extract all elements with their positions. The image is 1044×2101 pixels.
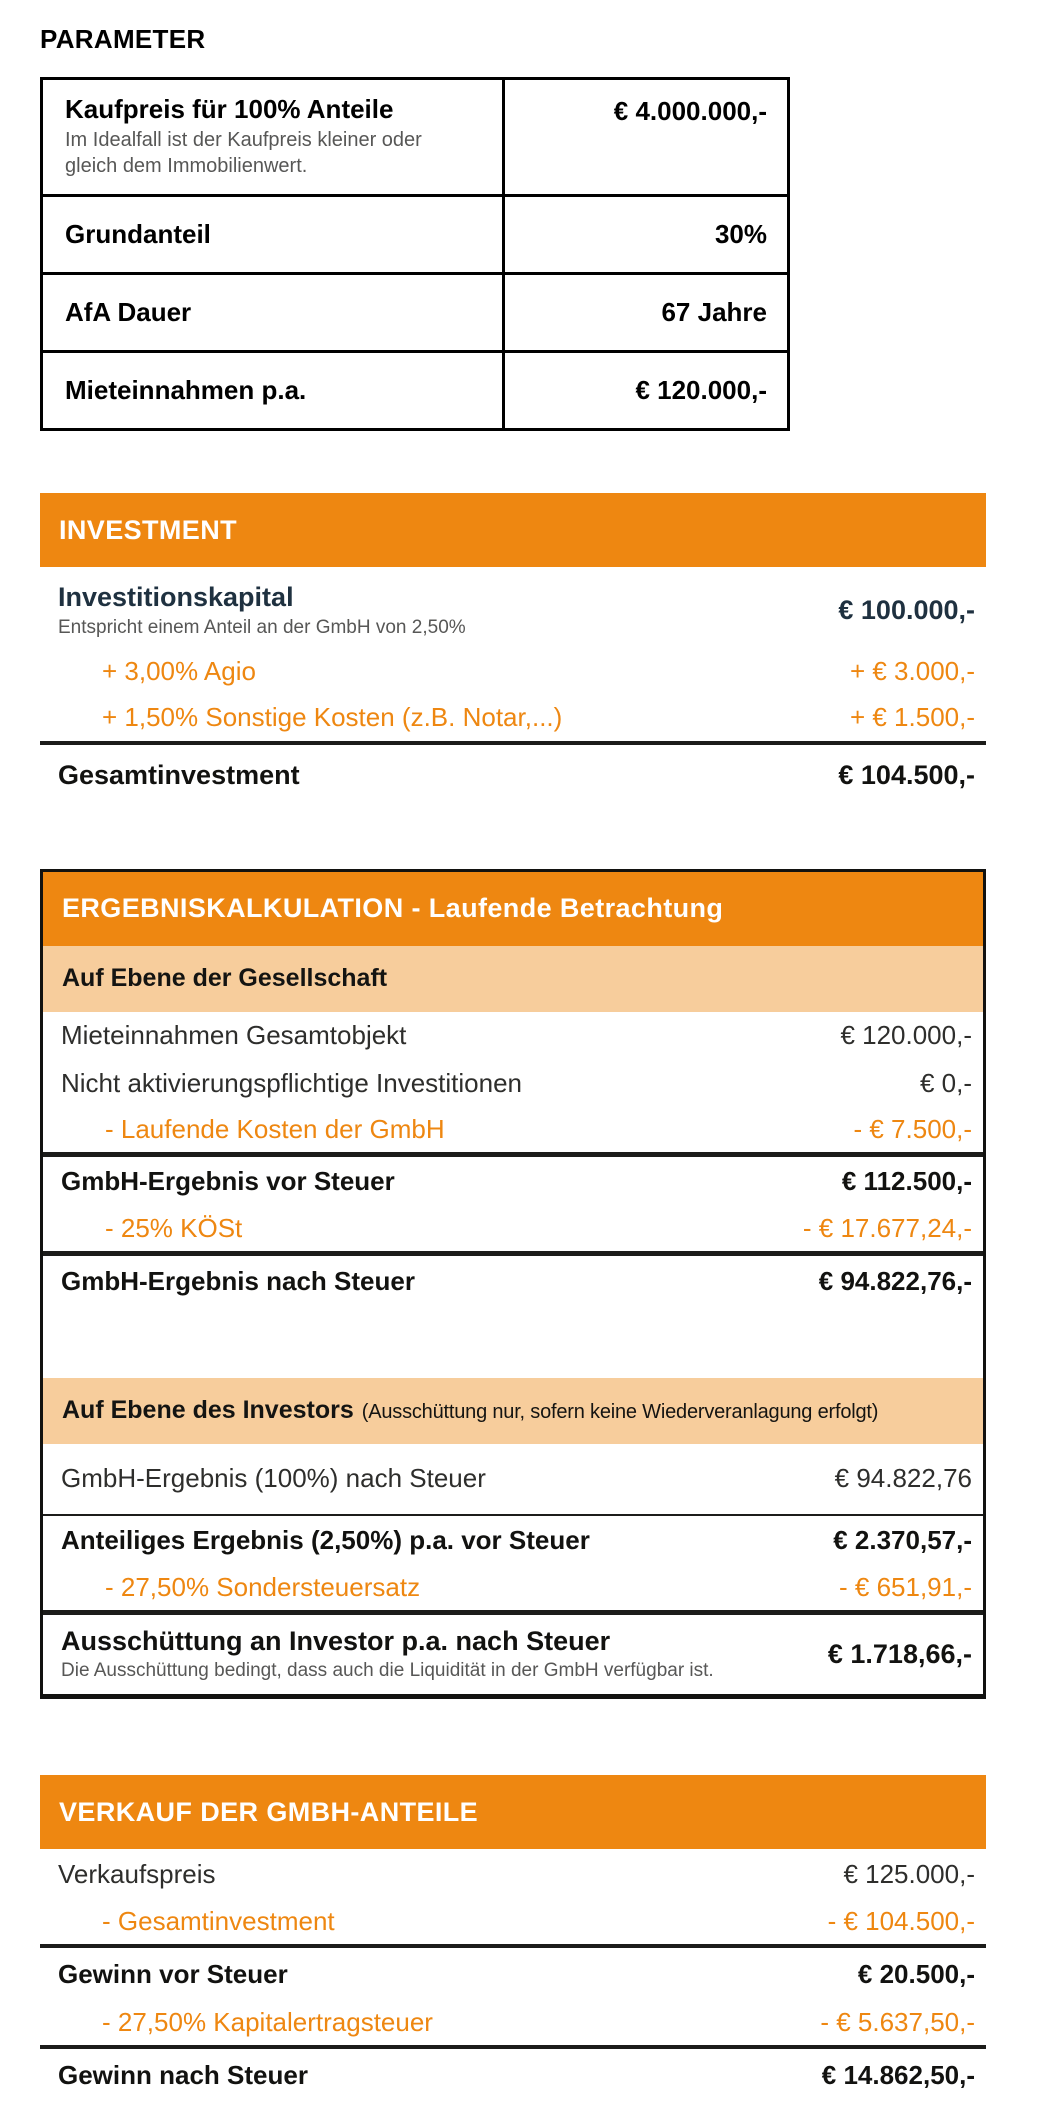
- section-title: ERGEBNISKALKULATION - Laufende Betrachtung: [62, 893, 724, 924]
- row-label: Gewinn nach Steuer: [58, 2059, 308, 2090]
- row-value: € 120.000,-: [840, 1020, 972, 1051]
- row-value: € 0,-: [919, 1068, 972, 1099]
- spacer: [43, 1308, 983, 1378]
- row-label: Investitionskapital: [58, 582, 294, 612]
- param-note: Im Idealfall ist der Kaufpreis kleiner oder gleich dem Immobilienwert.: [65, 129, 422, 178]
- row-value: € 125.000,-: [843, 1858, 975, 1889]
- profit-before-tax-row: [40, 1948, 986, 2000]
- row-label: Gewinn vor Steuer: [58, 1958, 288, 1989]
- total-investment-row: [40, 747, 986, 805]
- result-before-tax-row: [43, 1157, 983, 1207]
- row-value: € 94.822,76,-: [818, 1266, 972, 1297]
- table-row: [42, 196, 789, 274]
- ergebniskalkulation-section: [40, 869, 986, 1700]
- profit-after-tax-row: [40, 2049, 986, 2101]
- row-label: GmbH-Ergebnis nach Steuer: [61, 1266, 415, 1297]
- row-label: Gesamtinvestment: [58, 759, 300, 790]
- row-label: Anteiliges Ergebnis (2,50%) p.a. vor Steuer: [61, 1525, 590, 1556]
- row-value: € 104.500,-: [838, 759, 975, 790]
- subsection-note: (Ausschüttung nur, sofern keine Wiederveranlagung erfolgt): [361, 1401, 879, 1424]
- subsection-title: Auf Ebene des Investors: [62, 1396, 354, 1425]
- separator: [40, 741, 986, 745]
- sale-price-row: [40, 1849, 986, 1899]
- result-100-after-tax-row: [43, 1444, 983, 1514]
- row-label: + 3,00% Agio: [102, 656, 256, 687]
- param-value: 30%: [504, 196, 789, 274]
- subsection-title: Auf Ebene der Gesellschaft: [62, 964, 388, 993]
- row-label: - Laufende Kosten der GmbH: [105, 1114, 445, 1145]
- ergebnis-header-band: [43, 872, 983, 946]
- param-label: Mieteinnahmen p.a.: [65, 374, 307, 405]
- verkauf-header-band: [40, 1775, 986, 1849]
- investment-section: [40, 493, 986, 805]
- row-value: € 14.862,50,-: [821, 2059, 975, 2090]
- special-tax-row: [43, 1566, 983, 1610]
- row-note: Entspricht einem Anteil an der GmbH von 2,50%: [58, 616, 466, 638]
- param-label: Grundanteil: [65, 218, 211, 249]
- rent-income-row: [43, 1012, 983, 1060]
- corporate-tax-row: [43, 1207, 983, 1251]
- row-value: € 20.500,-: [857, 1958, 975, 1989]
- capital-gains-tax-row: [40, 2000, 986, 2045]
- running-costs-row: [43, 1108, 983, 1152]
- row-value: € 1.718,66,-: [827, 1638, 972, 1669]
- parameter-heading: PARAMETER: [40, 24, 206, 54]
- row-value: - € 7.500,-: [853, 1114, 972, 1145]
- row-label: Verkaufspreis: [58, 1858, 216, 1889]
- verkauf-section: [40, 1775, 986, 2101]
- row-value: € 2.370,57,-: [833, 1525, 972, 1556]
- pro-rata-result-row: [43, 1516, 983, 1566]
- row-label: - 27,50% Kapitalertragsteuer: [102, 2007, 433, 2038]
- row-value: € 100.000,-: [838, 595, 975, 625]
- row-note: Die Ausschüttung bedingt, dass auch die Liquidität in der GmbH verfügbar ist.: [61, 1660, 714, 1682]
- total-investment-deduction-row: [40, 1899, 986, 1944]
- investor-level-band: [43, 1378, 983, 1444]
- param-label: AfA Dauer: [65, 296, 192, 327]
- row-value: € 94.822,76: [834, 1463, 972, 1494]
- agio-row: [40, 649, 986, 695]
- table-row: [42, 274, 789, 352]
- distribution-row: [43, 1615, 983, 1695]
- row-label: + 1,50% Sonstige Kosten (z.B. Notar,...): [102, 702, 563, 733]
- row-label: Nicht aktivierungspflichtige Investitionen: [61, 1068, 523, 1099]
- investment-header-band: [40, 493, 986, 567]
- row-value: + € 1.500,-: [849, 702, 975, 733]
- row-label: - 25% KÖSt: [105, 1213, 243, 1244]
- row-label: GmbH-Ergebnis (100%) nach Steuer: [61, 1463, 486, 1494]
- row-value: - € 651,91,-: [839, 1572, 972, 1603]
- row-value: + € 3.000,-: [849, 656, 975, 687]
- row-value: € 112.500,-: [841, 1166, 972, 1197]
- row-label: Ausschüttung an Investor p.a. nach Steuer: [61, 1625, 611, 1656]
- company-level-band: [43, 946, 983, 1012]
- row-value: - € 104.500,-: [827, 1906, 975, 1937]
- section-title: INVESTMENT: [59, 514, 238, 545]
- row-label: - Gesamtinvestment: [102, 1906, 335, 1937]
- other-costs-row: [40, 695, 986, 741]
- parameter-table: [40, 77, 790, 431]
- result-after-tax-row: [43, 1256, 983, 1308]
- non-capitalized-investments-row: [43, 1060, 983, 1108]
- param-value: 67 Jahre: [504, 274, 789, 352]
- table-row: [42, 352, 789, 430]
- row-label: GmbH-Ergebnis vor Steuer: [61, 1166, 395, 1197]
- row-value: - € 17.677,24,-: [802, 1213, 972, 1244]
- row-label: - 27,50% Sondersteuersatz: [105, 1572, 421, 1603]
- investment-capital-row: [40, 567, 986, 649]
- row-value: - € 5.637,50,-: [820, 2007, 975, 2038]
- row-label: Mieteinnahmen Gesamtobjekt: [61, 1020, 407, 1051]
- section-title: VERKAUF DER GMBH-ANTEILE: [59, 1796, 479, 1827]
- param-value: € 120.000,-: [504, 352, 789, 430]
- param-value: € 4.000.000,-: [504, 79, 789, 196]
- param-label: Kaufpreis für 100% Anteile: [65, 93, 394, 124]
- table-row: [42, 79, 789, 196]
